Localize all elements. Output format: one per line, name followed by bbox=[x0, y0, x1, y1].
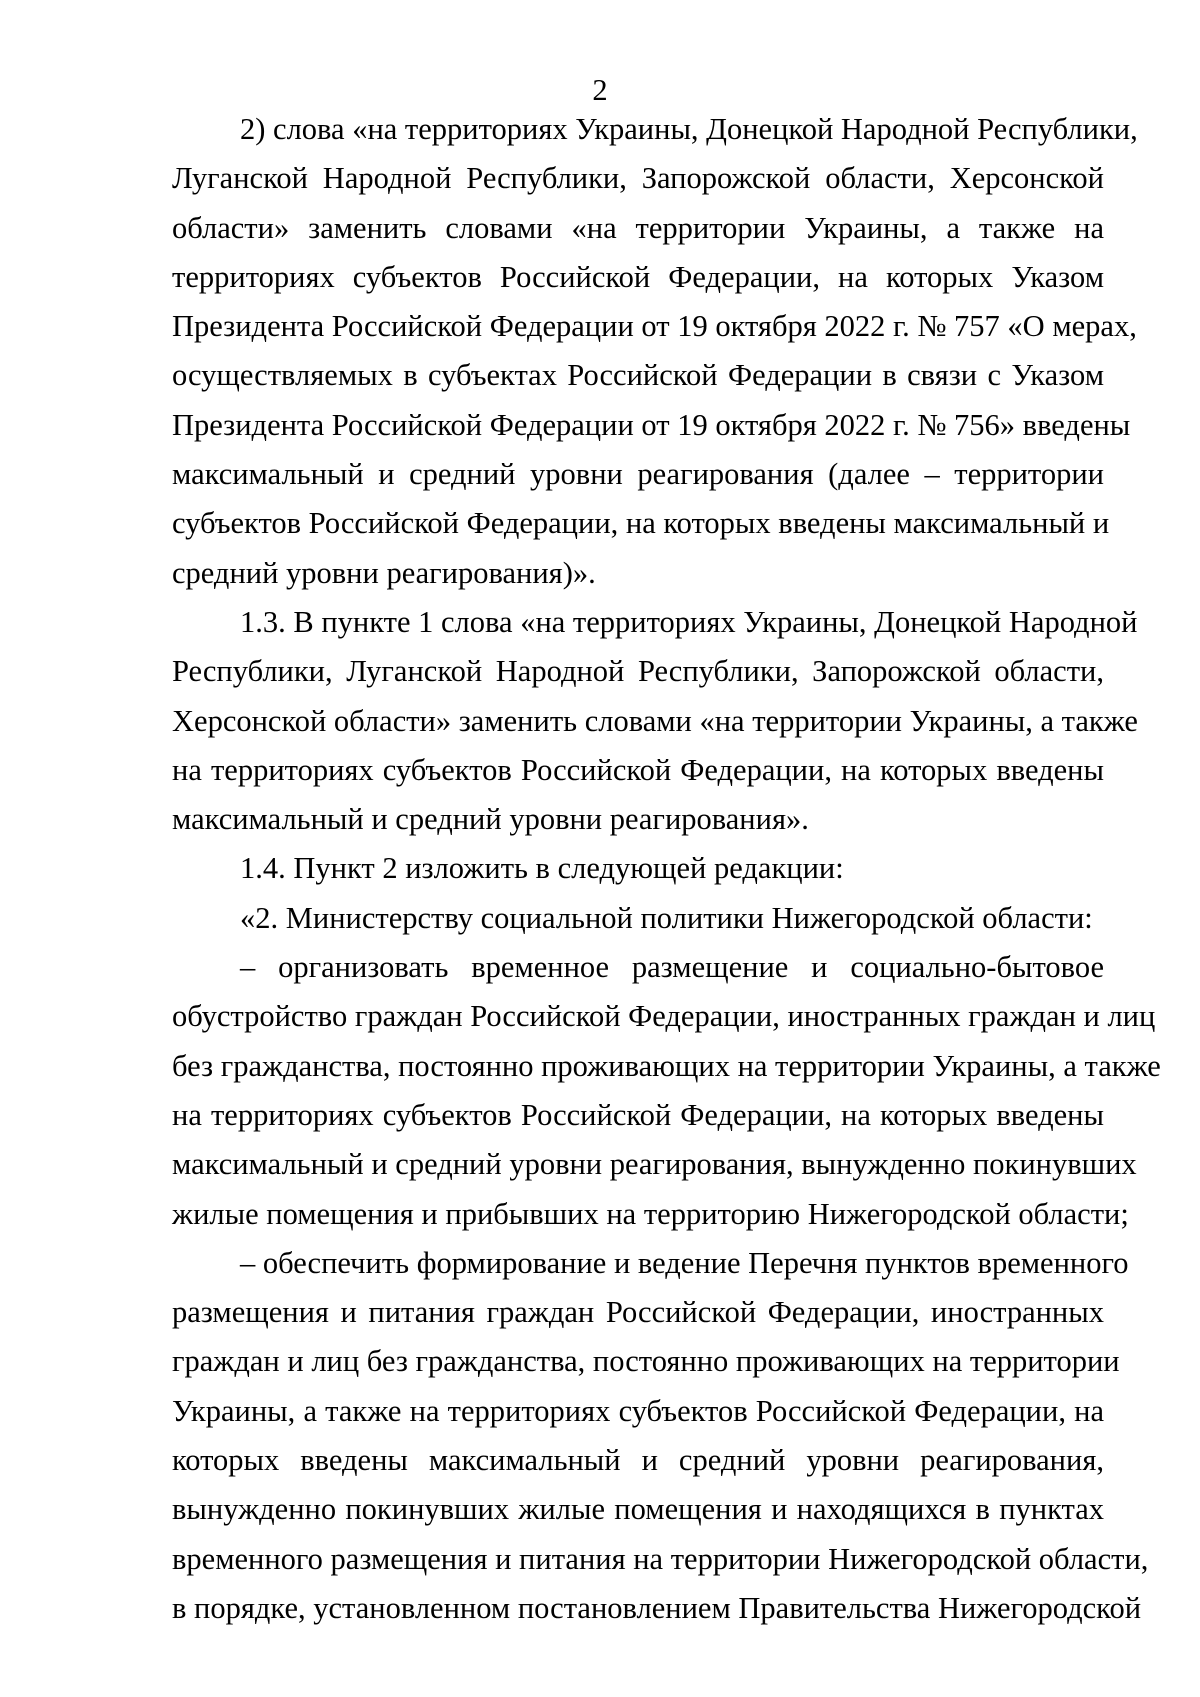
paragraph-item-2-heading bbox=[172, 894, 1104, 943]
text-line: Херсонской области» заменить словами «на территории Украины, а также bbox=[172, 703, 1138, 738]
text-line: – обеспечить формирование и ведение Перечня пунктов временного bbox=[240, 1245, 1129, 1280]
paragraph-dash-ensure bbox=[172, 1239, 1149, 1633]
text-line: которых введены максимальный и средний уровни реагирования, bbox=[172, 1443, 1104, 1478]
text-line: граждан и лиц без гражданства, постоянно проживающих на территории bbox=[172, 1344, 1120, 1379]
page-number: 2 bbox=[592, 73, 608, 107]
text-line: 2) слова «на территориях Украины, Донецкой Народной Республики, bbox=[240, 112, 1138, 146]
paragraph-dash-organize bbox=[172, 943, 1161, 1239]
text-line: вынужденно покинувших жилые помещения и находящихся в пунктах bbox=[172, 1492, 1104, 1527]
text-line: субъектов Российской Федерации, на которых введены максимальный и bbox=[172, 506, 1110, 541]
text-line: Украины, а также на территориях субъектов Российской Федерации, на bbox=[172, 1393, 1104, 1428]
text-line: обустройство граждан Российской Федерации, иностранных граждан и лиц bbox=[172, 999, 1156, 1034]
text-line: максимальный и средний уровни реагирования». bbox=[172, 802, 809, 837]
document-body bbox=[172, 105, 1161, 1633]
text-line: 1.4. Пункт 2 изложить в следующей редакции: bbox=[240, 851, 844, 886]
text-line: Президента Российской Федерации от 19 октября 2022 г. № 757 «О мерах, bbox=[172, 309, 1137, 344]
text-line: размещения и питания граждан Российской Федерации, иностранных bbox=[172, 1295, 1104, 1330]
text-line: средний уровни реагирования)». bbox=[172, 555, 596, 590]
text-line: максимальный и средний уровни реагирования, вынужденно покинувших bbox=[172, 1147, 1137, 1182]
text-line: на территориях субъектов Российской Федерации, на которых введены bbox=[172, 1097, 1104, 1132]
text-line: – организовать временное размещение и социально-бытовое bbox=[240, 950, 1104, 985]
text-line: территориях субъектов Российской Федерации, на которых Указом bbox=[172, 259, 1104, 294]
paragraph-amendment-2 bbox=[172, 105, 1138, 598]
text-line: осуществляемых в субъектах Российской Федерации в связи с Указом bbox=[172, 358, 1104, 393]
paragraph-item-1-4 bbox=[172, 844, 1104, 893]
text-line: в порядке, установленном постановлением Правительства Нижегородской bbox=[172, 1590, 1142, 1625]
text-line: на территориях субъектов Российской Федерации, на которых введены bbox=[172, 752, 1104, 787]
text-line: «2. Министерству социальной политики Нижегородской области: bbox=[240, 900, 1093, 935]
text-line: максимальный и средний уровни реагирования (далее – территории bbox=[172, 457, 1104, 492]
text-line: временного размещения и питания на территории Нижегородской области, bbox=[172, 1541, 1149, 1576]
text-line: без гражданства, постоянно проживающих на территории Украины, а также bbox=[172, 1048, 1161, 1083]
paragraph-item-1-3 bbox=[172, 598, 1138, 844]
text-line: 1.3. В пункте 1 слова «на территориях Украины, Донецкой Народной bbox=[240, 604, 1138, 639]
text-line: области» заменить словами «на территории Украины, а также на bbox=[172, 210, 1104, 245]
text-line: жилые помещения и прибывших на территорию Нижегородской области; bbox=[172, 1196, 1129, 1231]
text-line: Луганской Народной Республики, Запорожской области, Херсонской bbox=[172, 161, 1104, 196]
text-line: Республики, Луганской Народной Республики, Запорожской области, bbox=[172, 654, 1104, 689]
text-line: Президента Российской Федерации от 19 октября 2022 г. № 756» введены bbox=[172, 407, 1131, 442]
